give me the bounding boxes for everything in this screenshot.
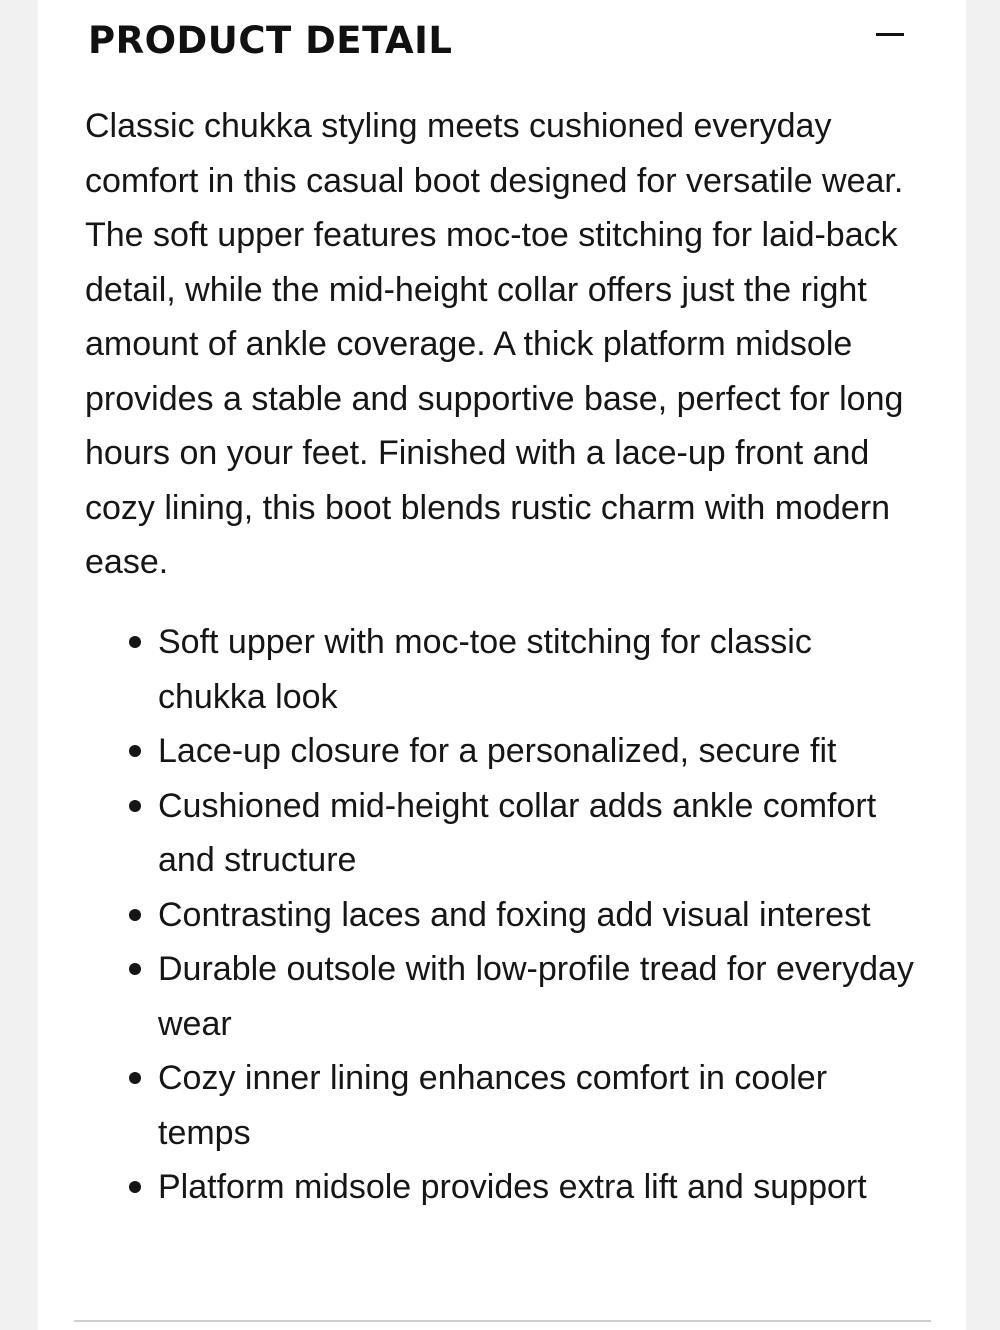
feature-text: Cozy inner lining enhances comfort in cooler temps	[158, 1059, 828, 1152]
bullet-icon	[129, 1181, 141, 1193]
feature-list	[85, 615, 925, 1215]
bullet-icon	[129, 963, 141, 975]
product-detail-accordion-header[interactable]	[38, 0, 966, 84]
section-title: PRODUCT DETAIL	[88, 19, 453, 62]
bullet-icon	[129, 1072, 141, 1084]
feature-list-item	[85, 615, 925, 724]
feature-list-item	[85, 1160, 925, 1215]
feature-text: Contrasting laces and foxing add visual interest	[158, 895, 871, 934]
feature-list-item	[85, 942, 925, 1051]
section-divider	[74, 1320, 931, 1322]
product-description: Classic chukka styling meets cushioned everyday comfort in this casual boot designed for versatile wear. The soft upper features moc-toe stitching for laid-back detail, while the mid-height collar offers just the right amount of ankle coverage. A thick platform midsole provides a stable and supportive base, perfect for long hours on your feet. Finished with a lace-up front and cozy lining, this boot blends rustic charm with modern ease.	[85, 107, 904, 581]
minus-icon[interactable]	[874, 18, 908, 52]
bullet-icon	[129, 636, 141, 648]
feature-text: Lace-up closure for a personalized, secure fit	[158, 732, 837, 770]
feature-text: Cushioned mid-height collar adds ankle comfort and structure	[158, 786, 877, 879]
bullet-icon	[129, 909, 141, 921]
feature-text: Durable outsole with low-profile tread for everyday wear	[158, 950, 914, 1043]
feature-list-item	[85, 779, 925, 888]
bullet-icon	[129, 800, 141, 812]
bullet-icon	[129, 745, 141, 757]
feature-text: Platform midsole provides extra lift and support	[158, 1168, 867, 1206]
feature-text: Soft upper with moc-toe stitching for classic chukka look	[158, 623, 812, 716]
feature-list-item	[85, 1051, 925, 1160]
product-detail-panel	[38, 0, 966, 1330]
feature-list-item	[85, 888, 925, 943]
feature-list-item	[85, 724, 925, 779]
